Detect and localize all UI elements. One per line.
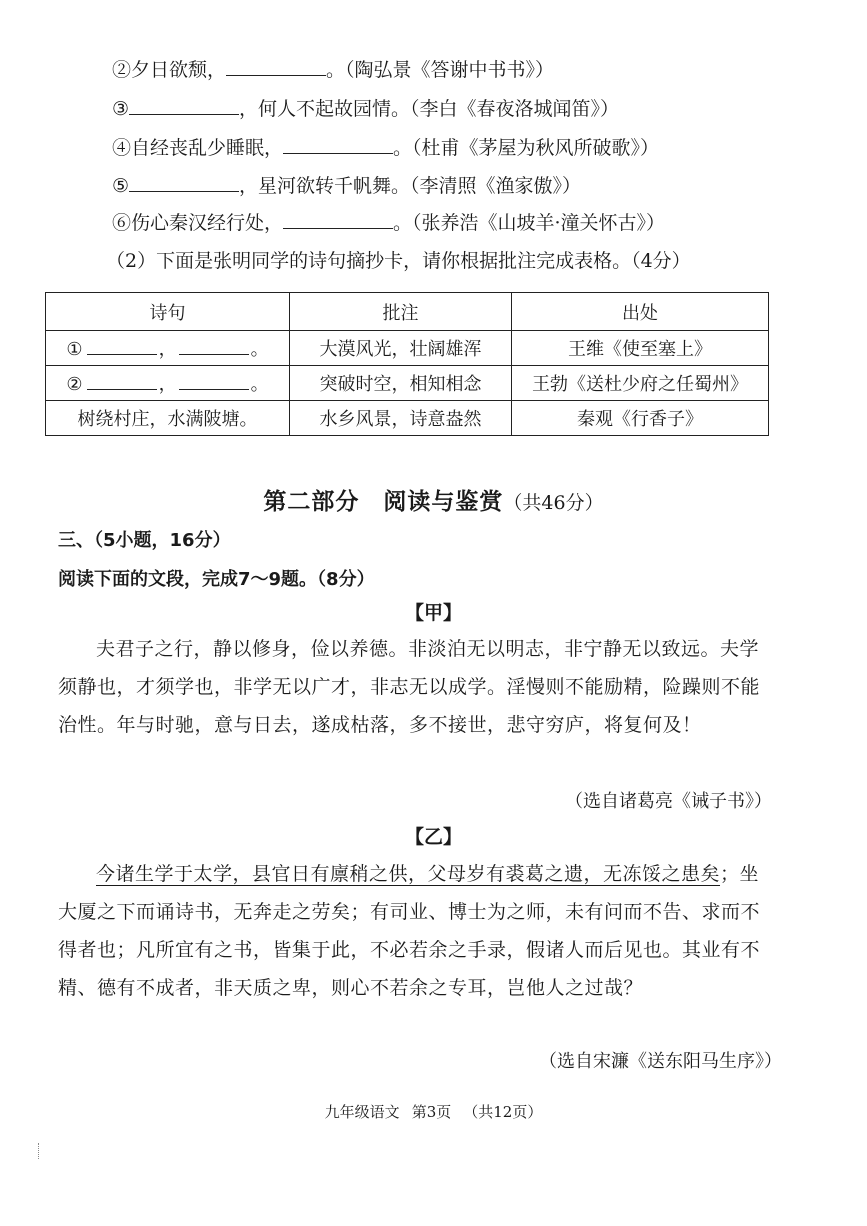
answer-blank[interactable] <box>179 338 249 355</box>
period: 。 <box>250 374 269 395</box>
verse-cell <box>46 366 290 401</box>
note-cell: 突破时空，相知相念 <box>290 366 512 401</box>
period: 。 <box>250 339 269 360</box>
fill-line-4 <box>112 135 659 161</box>
reading-instruction: 阅读下面的文段，完成7～9题。（8分） <box>58 569 375 590</box>
note-cell: 大漠风光，壮阔雄浑 <box>290 331 512 366</box>
table-row <box>46 331 769 366</box>
answer-blank[interactable] <box>226 57 326 76</box>
underlined-sentence: 今诸生学于太学，县官日有廪稍之供，父母岁有裘葛之遗，无冻馁之患矣 <box>96 863 721 885</box>
answer-blank[interactable] <box>283 210 393 229</box>
footer-total: （共12页） <box>463 1103 543 1121</box>
scan-edge-mark <box>38 1143 41 1159</box>
passage-b-source: （选自宋濂《送东阳马生序》） <box>539 1051 782 1072</box>
passage-a <box>58 630 778 744</box>
fill-line-5 <box>112 173 581 199</box>
passage-b <box>58 855 778 1007</box>
footer-page: 第3页 <box>411 1103 452 1121</box>
source-cell: 王维《使至塞上》 <box>512 331 769 366</box>
fill-line-prefix: ③ <box>112 98 130 120</box>
answer-blank[interactable] <box>129 173 239 192</box>
answer-blank[interactable] <box>283 135 393 154</box>
section-title-main: 第二部分 阅读与鉴赏 <box>263 489 504 515</box>
fill-line-suffix: 。（陶弘景《答谢中书书》） <box>326 59 555 81</box>
table-row <box>46 401 769 436</box>
comma: ， <box>158 339 177 360</box>
section-score: （共46分） <box>503 492 604 514</box>
fill-line-suffix: 。（杜甫《茅屋为秋风所破歌》） <box>393 137 660 159</box>
header-source: 出处 <box>512 293 769 331</box>
passage-a-mark: 【甲】 <box>404 602 462 624</box>
fill-line-suffix: ，星河欲转千帆舞。（李清照《渔家傲》） <box>239 175 582 197</box>
passage-b-mark: 【乙】 <box>404 826 462 848</box>
question-2-prompt: （2）下面是张明同学的诗句摘抄卡，请你根据批注完成表格。（4分） <box>106 250 691 272</box>
part-heading: 三、（5小题，16分） <box>58 530 231 551</box>
section-title <box>0 483 867 516</box>
fill-line-3 <box>112 96 619 122</box>
fill-line-suffix: ，何人不起故园情。（李白《春夜洛城闻笛》） <box>239 98 620 120</box>
answer-blank[interactable] <box>179 373 249 390</box>
footer-subject: 九年级语文 <box>324 1103 400 1121</box>
fill-line-prefix: ⑥伤心秦汉经行处， <box>112 212 284 234</box>
fill-line-prefix: ②夕日欲颓， <box>112 59 227 81</box>
passage-a-source: （选自诸葛亮《诫子书》） <box>565 791 772 812</box>
fill-line-prefix: ④自经丧乱少睡眠， <box>112 137 284 159</box>
fill-line-prefix: ⑤ <box>112 175 130 197</box>
row-number: ② <box>66 374 83 395</box>
answer-blank[interactable] <box>87 338 157 355</box>
verse-cell <box>46 331 290 366</box>
source-cell: 秦观《行香子》 <box>512 401 769 436</box>
page-footer <box>0 1101 867 1122</box>
fill-line-suffix: 。（张养浩《山坡羊·潼关怀古》） <box>393 212 666 234</box>
header-verse: 诗句 <box>46 293 290 331</box>
answer-blank[interactable] <box>87 373 157 390</box>
fill-line-6 <box>112 210 665 236</box>
answer-blank[interactable] <box>129 96 239 115</box>
poem-card-table <box>45 292 769 436</box>
passage-b-text: ；坐大厦之下而诵诗书，无奔走之劳矣；有司业、博士为之师，未有问而不告、求而不得者也；凡所宜有之书，皆集于此，不必若余之手录，假诸人而后见也。其业有不精、德有不成者，非天质之卑，则心不若余之专耳，岂他人之过哉？ <box>58 863 761 999</box>
passage-a-text: 夫君子之行，静以修身，俭以养德。非淡泊无以明志，非宁静无以致远。夫学须静也，才须学也，非学无以广才，非志无以成学。淫慢则不能励精，险躁则不能治性。年与时驰，意与日去，遂成枯落，多不接世，悲守穷庐，将复何及！ <box>58 638 761 736</box>
header-note: 批注 <box>290 293 512 331</box>
source-cell: 王勃《送杜少府之任蜀州》 <box>512 366 769 401</box>
verse-cell: 树绕村庄，水满陂塘。 <box>46 401 290 436</box>
row-number: ① <box>66 339 83 360</box>
table-row <box>46 366 769 401</box>
comma: ， <box>158 374 177 395</box>
table-header-row <box>46 293 769 331</box>
note-cell: 水乡风景，诗意盎然 <box>290 401 512 436</box>
passage-b-paragraph <box>58 855 778 1007</box>
fill-line-2 <box>112 57 554 83</box>
